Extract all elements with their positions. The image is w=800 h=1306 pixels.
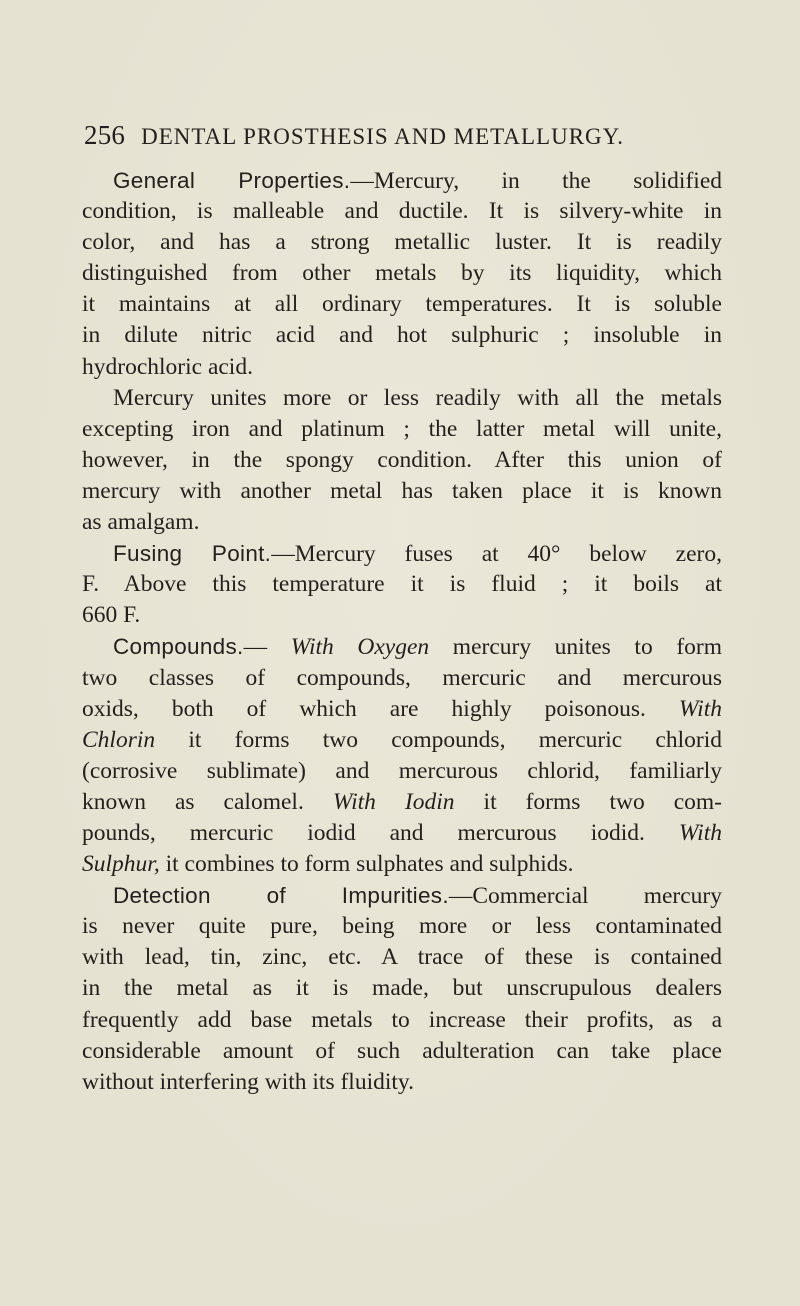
text-line: oxids, both of which are highly poisonous. With [82,695,722,722]
text-line: Compounds.— With Oxygen mercury unites to form [113,634,723,661]
text-line: Mercury unites more or less readily with all the metals [113,384,722,411]
text-line: 660 F. [82,602,141,629]
text-line: condition, is malleable and ductile. It is silvery-white in [82,198,722,225]
text-line: mercury with another metal has taken place it is known [82,477,722,504]
body-text [82,165,722,1098]
text-line: Sulphur, it combines to form sulphates and sulphids. [82,851,574,878]
text-line: F. Above this temperature it is fluid ; it boils at [82,571,722,598]
text-line: pounds, mercuric iodid and mercurous iodid. With [82,819,722,846]
text-line: without interfering with its fluidity. [82,1068,415,1095]
page-number: 256 [84,120,126,150]
text-line: distinguished from other metals by its liquidity, which [82,260,722,287]
text-line: Fusing Point.—Mercury fuses at 40° below zero, [113,541,722,568]
text-line: it maintains at all ordinary temperatures. It is soluble [82,291,722,318]
text-line: in the metal as it is made, but unscrupulous dealers [82,975,722,1002]
running-head [84,120,724,152]
text-line: Detection of Impurities.—Commercial mercury [113,883,722,910]
text-line: with lead, tin, zinc, etc. A trace of these is contained [82,944,722,971]
text-line: known as calomel. With Iodin it forms two com- [82,788,722,815]
section-heading-detection-of-impurities: Detection of Impurities. [113,883,449,909]
text-line: considerable amount of such adulteration can take place [82,1037,722,1064]
text-line: excepting iron and platinum ; the latter metal will unite, [82,415,722,442]
text-line: frequently add base metals to increase their profits, as a [82,1006,722,1033]
text-line: color, and has a strong metallic luster. It is readily [82,229,722,256]
text-line: however, in the spongy condition. After this union of [82,446,722,473]
text-line: hydrochloric acid. [82,353,253,380]
text-line: in dilute nitric acid and hot sulphuric ; insoluble in [82,322,722,349]
text-line: General Properties.—Mercury, in the solidified [113,168,722,194]
text-line: (corrosive sublimate) and mercurous chlorid, familiarly [82,757,722,784]
text-line: as amalgam. [82,509,200,536]
running-head-title: DENTAL PROSTHESIS AND METALLURGY. [141,124,625,149]
text-line: two classes of compounds, mercuric and mercurous [82,664,722,691]
section-heading-general-properties: General Properties. [113,168,351,193]
text-line: Chlorin it forms two compounds, mercuric chlorid [82,726,722,753]
section-heading-compounds: Compounds. [113,634,244,660]
text-line: is never quite pure, being more or less contaminated [82,913,722,940]
section-heading-fusing-point: Fusing Point. [113,541,272,567]
